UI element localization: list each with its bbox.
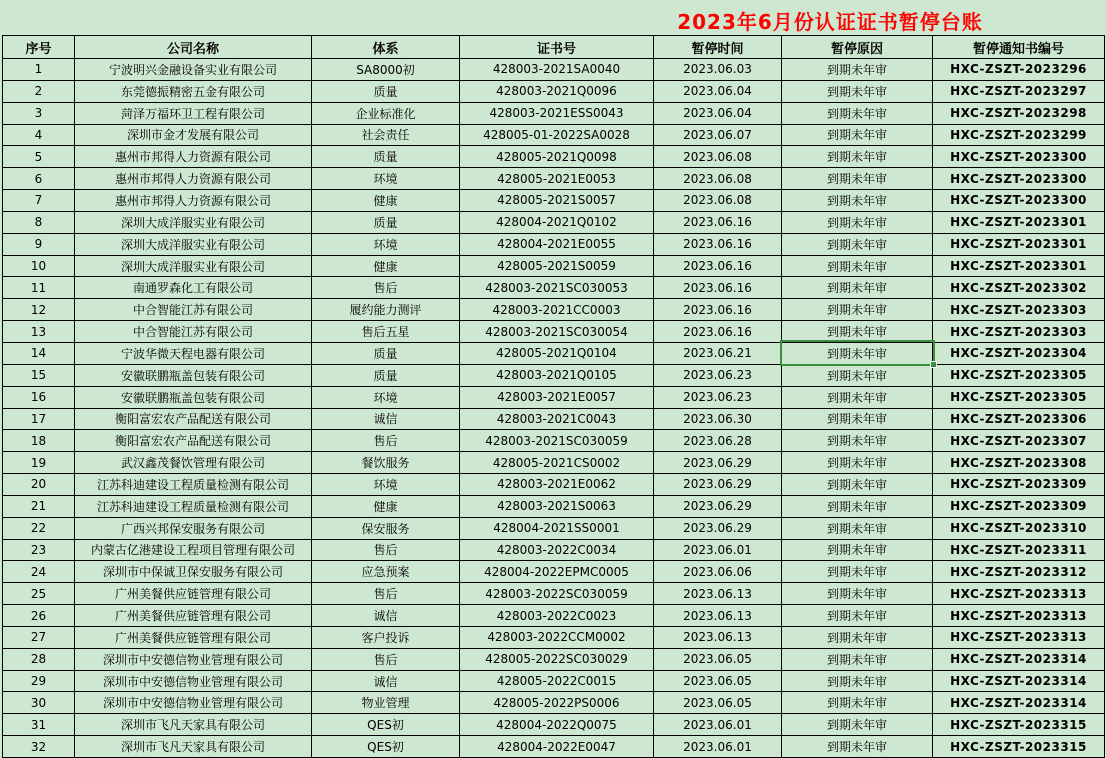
cell-seq[interactable]: 13	[3, 321, 75, 343]
cell-notice-no[interactable]: HXC-ZSZT-2023313	[933, 626, 1105, 648]
cell-notice-no[interactable]: HXC-ZSZT-2023315	[933, 736, 1105, 758]
cell-seq[interactable]: 29	[3, 670, 75, 692]
cell-notice-no[interactable]: HXC-ZSZT-2023308	[933, 452, 1105, 474]
cell-suspend-date[interactable]: 2023.06.30	[654, 408, 782, 430]
cell-notice-no[interactable]: HXC-ZSZT-2023301	[933, 255, 1105, 277]
cell-company-name[interactable]: 江苏科迪建设工程质量检测有限公司	[75, 474, 312, 496]
cell-system[interactable]: 售后	[312, 430, 460, 452]
table-row	[3, 386, 1105, 408]
cell-suspend-reason[interactable]: 到期未年审	[782, 605, 933, 627]
cell-notice-no[interactable]: HXC-ZSZT-2023297	[933, 80, 1105, 102]
cell-suspend-date[interactable]: 2023.06.13	[654, 605, 782, 627]
cell-seq[interactable]: 23	[3, 539, 75, 561]
cell-notice-no[interactable]: HXC-ZSZT-2023314	[933, 648, 1105, 670]
cell-suspend-reason[interactable]: 到期未年审	[782, 364, 933, 386]
cell-suspend-reason[interactable]: 到期未年审	[782, 255, 933, 277]
cell-notice-no[interactable]: HXC-ZSZT-2023300	[933, 168, 1105, 190]
table-row	[3, 277, 1105, 299]
cell-suspend-reason[interactable]: 到期未年审	[782, 277, 933, 299]
cell-company-name[interactable]: 广州美餐供应链管理有限公司	[75, 583, 312, 605]
cell-suspend-date[interactable]: 2023.06.03	[654, 59, 782, 81]
cell-suspend-reason[interactable]: 到期未年审	[782, 386, 933, 408]
cell-system[interactable]: 质量	[312, 80, 460, 102]
cell-notice-no[interactable]: HXC-ZSZT-2023311	[933, 539, 1105, 561]
cell-certificate-no[interactable]: 428005-2021E0053	[460, 168, 654, 190]
cell-seq[interactable]: 3	[3, 102, 75, 124]
cell-system[interactable]: 健康	[312, 255, 460, 277]
table-row	[3, 102, 1105, 124]
table-row	[3, 190, 1105, 212]
cell-suspend-reason[interactable]: 到期未年审	[782, 102, 933, 124]
table-row	[3, 124, 1105, 146]
cell-suspend-reason[interactable]: 到期未年审	[782, 211, 933, 233]
table-row	[3, 321, 1105, 343]
cell-system[interactable]: 售后	[312, 539, 460, 561]
cell-system[interactable]: 社会责任	[312, 124, 460, 146]
column-header[interactable]: 暂停原因	[782, 36, 933, 59]
cell-suspend-reason[interactable]: 到期未年审	[782, 342, 933, 364]
cell-company-name[interactable]: 衡阳富宏农产品配送有限公司	[75, 430, 312, 452]
cell-seq[interactable]: 17	[3, 408, 75, 430]
cell-suspend-date[interactable]: 2023.06.13	[654, 583, 782, 605]
cell-company-name[interactable]: 惠州市邦得人力资源有限公司	[75, 168, 312, 190]
cell-seq[interactable]: 19	[3, 452, 75, 474]
cell-suspend-date[interactable]: 2023.06.28	[654, 430, 782, 452]
cell-seq[interactable]: 15	[3, 364, 75, 386]
cell-company-name[interactable]: 东莞德振精密五金有限公司	[75, 80, 312, 102]
cell-suspend-reason[interactable]: 到期未年审	[782, 692, 933, 714]
cell-company-name[interactable]: 深圳大成洋服实业有限公司	[75, 211, 312, 233]
cell-seq[interactable]: 28	[3, 648, 75, 670]
cell-seq[interactable]: 1	[3, 59, 75, 81]
cell-company-name[interactable]: 宁波明兴金融设备实业有限公司	[75, 59, 312, 81]
cell-notice-no[interactable]: HXC-ZSZT-2023312	[933, 561, 1105, 583]
cell-certificate-no[interactable]: 428005-2021Q0104	[460, 342, 654, 364]
cell-suspend-reason[interactable]: 到期未年审	[782, 190, 933, 212]
table-row	[3, 495, 1105, 517]
cell-certificate-no[interactable]: 428004-2021E0055	[460, 233, 654, 255]
cell-notice-no[interactable]: HXC-ZSZT-2023310	[933, 517, 1105, 539]
cell-suspend-reason[interactable]: 到期未年审	[782, 80, 933, 102]
cell-seq[interactable]: 32	[3, 736, 75, 758]
cell-system[interactable]: 诚信	[312, 605, 460, 627]
cell-system[interactable]: 履约能力测评	[312, 299, 460, 321]
cell-system[interactable]: 售后	[312, 583, 460, 605]
cell-certificate-no[interactable]: 428005-2022C0015	[460, 670, 654, 692]
cell-suspend-date[interactable]: 2023.06.16	[654, 233, 782, 255]
cell-suspend-date[interactable]: 2023.06.29	[654, 452, 782, 474]
cell-certificate-no[interactable]: 428003-2021Q0096	[460, 80, 654, 102]
cell-seq[interactable]: 7	[3, 190, 75, 212]
column-header[interactable]: 公司名称	[75, 36, 312, 59]
table-body	[3, 59, 1105, 758]
fill-handle[interactable]	[930, 361, 937, 368]
cell-system[interactable]: 健康	[312, 190, 460, 212]
cell-system[interactable]: 质量	[312, 146, 460, 168]
cell-seq[interactable]: 4	[3, 124, 75, 146]
cell-suspend-reason[interactable]: 到期未年审	[782, 539, 933, 561]
cell-certificate-no[interactable]: 428004-2022E0047	[460, 736, 654, 758]
cell-company-name[interactable]: 安徽联鹏瓶盖包装有限公司	[75, 364, 312, 386]
cell-system[interactable]: 客户投诉	[312, 626, 460, 648]
cell-suspend-date[interactable]: 2023.06.05	[654, 692, 782, 714]
cell-seq[interactable]: 2	[3, 80, 75, 102]
cell-suspend-date[interactable]: 2023.06.13	[654, 626, 782, 648]
cell-company-name[interactable]: 深圳市飞凡天家具有限公司	[75, 736, 312, 758]
cell-suspend-date[interactable]: 2023.06.01	[654, 714, 782, 736]
cell-seq[interactable]: 21	[3, 495, 75, 517]
cell-certificate-no[interactable]: 428003-2022C0034	[460, 539, 654, 561]
cell-suspend-reason[interactable]: 到期未年审	[782, 670, 933, 692]
cell-company-name[interactable]: 中合智能江苏有限公司	[75, 299, 312, 321]
cell-system[interactable]: 诚信	[312, 408, 460, 430]
cell-system[interactable]: 健康	[312, 495, 460, 517]
cell-suspend-date[interactable]: 2023.06.16	[654, 255, 782, 277]
table-row	[3, 583, 1105, 605]
cell-suspend-reason[interactable]: 到期未年审	[782, 648, 933, 670]
cell-system[interactable]: 售后	[312, 277, 460, 299]
cell-suspend-reason[interactable]: 到期未年审	[782, 561, 933, 583]
cell-seq[interactable]: 22	[3, 517, 75, 539]
cell-suspend-date[interactable]: 2023.06.05	[654, 648, 782, 670]
cell-suspend-reason[interactable]: 到期未年审	[782, 452, 933, 474]
cell-certificate-no[interactable]: 428003-2022SC030059	[460, 583, 654, 605]
cell-certificate-no[interactable]: 428005-2022PS0006	[460, 692, 654, 714]
cell-suspend-reason[interactable]: 到期未年审	[782, 299, 933, 321]
cell-suspend-reason[interactable]: 到期未年审	[782, 124, 933, 146]
cell-notice-no[interactable]: HXC-ZSZT-2023306	[933, 408, 1105, 430]
table-row	[3, 255, 1105, 277]
cell-notice-no[interactable]: HXC-ZSZT-2023305	[933, 386, 1105, 408]
cell-suspend-date[interactable]: 2023.06.04	[654, 102, 782, 124]
cell-company-name[interactable]: 广州美餐供应链管理有限公司	[75, 626, 312, 648]
cell-company-name[interactable]: 广西兴邦保安服务有限公司	[75, 517, 312, 539]
table-row	[3, 561, 1105, 583]
table-row	[3, 342, 1105, 364]
cell-suspend-reason[interactable]: 到期未年审	[782, 495, 933, 517]
cell-suspend-date[interactable]: 2023.06.07	[654, 124, 782, 146]
cell-company-name[interactable]: 深圳大成洋服实业有限公司	[75, 233, 312, 255]
cell-certificate-no[interactable]: 428003-2022C0023	[460, 605, 654, 627]
cell-seq[interactable]: 26	[3, 605, 75, 627]
cell-suspend-reason[interactable]: 到期未年审	[782, 736, 933, 758]
cell-system[interactable]: QES初	[312, 714, 460, 736]
cell-company-name[interactable]: 内蒙古亿港建设工程项目管理有限公司	[75, 539, 312, 561]
cell-notice-no[interactable]: HXC-ZSZT-2023301	[933, 233, 1105, 255]
cell-seq[interactable]: 11	[3, 277, 75, 299]
cell-suspend-reason[interactable]: 到期未年审	[782, 474, 933, 496]
table-row	[3, 299, 1105, 321]
column-header[interactable]: 体系	[312, 36, 460, 59]
cell-certificate-no[interactable]: 428003-2021E0057	[460, 386, 654, 408]
table-row	[3, 364, 1105, 386]
cell-certificate-no[interactable]: 428005-2021CS0002	[460, 452, 654, 474]
cell-notice-no[interactable]: HXC-ZSZT-2023303	[933, 299, 1105, 321]
table-row	[3, 517, 1105, 539]
cell-notice-no[interactable]: HXC-ZSZT-2023298	[933, 102, 1105, 124]
cell-system[interactable]: 质量	[312, 211, 460, 233]
cell-certificate-no[interactable]: 428003-2021S0063	[460, 495, 654, 517]
cell-seq[interactable]: 31	[3, 714, 75, 736]
cell-suspend-reason[interactable]: 到期未年审	[782, 59, 933, 81]
cell-suspend-date[interactable]: 2023.06.29	[654, 517, 782, 539]
cell-certificate-no[interactable]: 428003-2021CC0003	[460, 299, 654, 321]
cell-system[interactable]: 售后五星	[312, 321, 460, 343]
cell-notice-no[interactable]: HXC-ZSZT-2023305	[933, 364, 1105, 386]
cell-seq[interactable]: 25	[3, 583, 75, 605]
table-row	[3, 670, 1105, 692]
cell-suspend-reason[interactable]: 到期未年审	[782, 714, 933, 736]
cell-system[interactable]: 环境	[312, 233, 460, 255]
cell-seq[interactable]: 18	[3, 430, 75, 452]
cell-notice-no[interactable]: HXC-ZSZT-2023303	[933, 321, 1105, 343]
column-header[interactable]: 序号	[3, 36, 75, 59]
column-header[interactable]: 暂停时间	[654, 36, 782, 59]
cell-certificate-no[interactable]: 428005-2021S0059	[460, 255, 654, 277]
cell-seq[interactable]: 24	[3, 561, 75, 583]
cell-certificate-no[interactable]: 428003-2021SC030054	[460, 321, 654, 343]
cell-seq[interactable]: 8	[3, 211, 75, 233]
cell-suspend-reason[interactable]: 到期未年审	[782, 430, 933, 452]
cell-company-name[interactable]: 深圳市金才发展有限公司	[75, 124, 312, 146]
cell-company-name[interactable]: 南通罗森化工有限公司	[75, 277, 312, 299]
cell-company-name[interactable]: 惠州市邦得人力资源有限公司	[75, 146, 312, 168]
cell-notice-no[interactable]: HXC-ZSZT-2023309	[933, 474, 1105, 496]
table-row	[3, 539, 1105, 561]
cell-notice-no[interactable]: HXC-ZSZT-2023301	[933, 211, 1105, 233]
cell-notice-no[interactable]: HXC-ZSZT-2023299	[933, 124, 1105, 146]
header-row	[3, 36, 1105, 59]
table-row	[3, 211, 1105, 233]
cell-notice-no[interactable]: HXC-ZSZT-2023302	[933, 277, 1105, 299]
cell-company-name[interactable]: 深圳大成洋服实业有限公司	[75, 255, 312, 277]
cell-system[interactable]: 诚信	[312, 670, 460, 692]
cell-notice-no[interactable]: HXC-ZSZT-2023313	[933, 605, 1105, 627]
cell-seq[interactable]: 16	[3, 386, 75, 408]
cell-certificate-no[interactable]: 428003-2021SA0040	[460, 59, 654, 81]
cell-suspend-date[interactable]: 2023.06.23	[654, 386, 782, 408]
cell-suspend-date[interactable]: 2023.06.01	[654, 736, 782, 758]
cell-system[interactable]: QES初	[312, 736, 460, 758]
cell-company-name[interactable]: 深圳市中安德信物业管理有限公司	[75, 670, 312, 692]
cell-seq[interactable]: 6	[3, 168, 75, 190]
cell-system[interactable]: 环境	[312, 474, 460, 496]
cell-notice-no[interactable]: HXC-ZSZT-2023314	[933, 692, 1105, 714]
cell-certificate-no[interactable]: 428004-2022EPMC0005	[460, 561, 654, 583]
cell-company-name[interactable]: 深圳市飞凡天家具有限公司	[75, 714, 312, 736]
cell-seq[interactable]: 27	[3, 626, 75, 648]
table-row	[3, 714, 1105, 736]
cell-suspend-reason[interactable]: 到期未年审	[782, 517, 933, 539]
cell-suspend-reason[interactable]: 到期未年审	[782, 583, 933, 605]
cell-system[interactable]: 应急预案	[312, 561, 460, 583]
cell-company-name[interactable]: 广州美餐供应链管理有限公司	[75, 605, 312, 627]
cell-certificate-no[interactable]: 428005-01-2022SA0028	[460, 124, 654, 146]
cell-certificate-no[interactable]: 428003-2021SC030053	[460, 277, 654, 299]
cell-system[interactable]: 售后	[312, 648, 460, 670]
cell-seq[interactable]: 10	[3, 255, 75, 277]
cell-company-name[interactable]: 深圳市中安德信物业管理有限公司	[75, 648, 312, 670]
table-row	[3, 233, 1105, 255]
cell-suspend-date[interactable]: 2023.06.06	[654, 561, 782, 583]
cell-seq[interactable]: 5	[3, 146, 75, 168]
table-row	[3, 736, 1105, 758]
table-row	[3, 452, 1105, 474]
table-row	[3, 626, 1105, 648]
cell-certificate-no[interactable]: 428003-2021E0062	[460, 474, 654, 496]
cell-company-name[interactable]: 菏泽万福环卫工程有限公司	[75, 102, 312, 124]
cell-suspend-date[interactable]: 2023.06.08	[654, 168, 782, 190]
cell-notice-no[interactable]: HXC-ZSZT-2023313	[933, 583, 1105, 605]
table-row	[3, 146, 1105, 168]
cell-seq[interactable]: 9	[3, 233, 75, 255]
cell-system[interactable]: 质量	[312, 342, 460, 364]
cell-notice-no[interactable]: HXC-ZSZT-2023315	[933, 714, 1105, 736]
cell-suspend-date[interactable]: 2023.06.16	[654, 321, 782, 343]
cell-system[interactable]: 物业管理	[312, 692, 460, 714]
cell-company-name[interactable]: 深圳市中保诚卫保安服务有限公司	[75, 561, 312, 583]
table-row	[3, 168, 1105, 190]
table-row	[3, 648, 1105, 670]
cell-suspend-date[interactable]: 2023.06.16	[654, 211, 782, 233]
cell-company-name[interactable]: 惠州市邦得人力资源有限公司	[75, 190, 312, 212]
cell-suspend-date[interactable]: 2023.06.29	[654, 474, 782, 496]
cell-suspend-date[interactable]: 2023.06.21	[654, 342, 782, 364]
cell-suspend-date[interactable]: 2023.06.08	[654, 190, 782, 212]
cell-suspend-reason[interactable]: 到期未年审	[782, 408, 933, 430]
cell-seq[interactable]: 20	[3, 474, 75, 496]
table-row	[3, 474, 1105, 496]
cell-notice-no[interactable]: HXC-ZSZT-2023300	[933, 190, 1105, 212]
cell-certificate-no[interactable]: 428003-2021SC030059	[460, 430, 654, 452]
cell-suspend-reason[interactable]: 到期未年审	[782, 146, 933, 168]
cell-company-name[interactable]: 中合智能江苏有限公司	[75, 321, 312, 343]
cell-certificate-no[interactable]: 428004-2021SS0001	[460, 517, 654, 539]
cell-certificate-no[interactable]: 428003-2021C0043	[460, 408, 654, 430]
cell-suspend-date[interactable]: 2023.06.16	[654, 277, 782, 299]
cell-suspend-reason[interactable]: 到期未年审	[782, 626, 933, 648]
cell-notice-no[interactable]: HXC-ZSZT-2023300	[933, 146, 1105, 168]
cell-system[interactable]: 保安服务	[312, 517, 460, 539]
cell-seq[interactable]: 12	[3, 299, 75, 321]
cell-suspend-date[interactable]: 2023.06.05	[654, 670, 782, 692]
cell-suspend-date[interactable]: 2023.06.29	[654, 495, 782, 517]
sheet-title: 2023年6月份认证证书暂停台账	[677, 10, 983, 34]
cell-company-name[interactable]: 衡阳富宏农产品配送有限公司	[75, 408, 312, 430]
cell-system[interactable]: 餐饮服务	[312, 452, 460, 474]
cell-certificate-no[interactable]: 428005-2022SC030029	[460, 648, 654, 670]
cell-notice-no[interactable]: HXC-ZSZT-2023314	[933, 670, 1105, 692]
table-row	[3, 605, 1105, 627]
cell-company-name[interactable]: 深圳市中安德信物业管理有限公司	[75, 692, 312, 714]
cell-suspend-reason[interactable]: 到期未年审	[782, 233, 933, 255]
cell-suspend-date[interactable]: 2023.06.16	[654, 299, 782, 321]
table-row	[3, 430, 1105, 452]
cell-company-name[interactable]: 武汉鑫茂餐饮管理有限公司	[75, 452, 312, 474]
cell-system[interactable]: 企业标准化	[312, 102, 460, 124]
cell-certificate-no[interactable]: 428003-2022CCM0002	[460, 626, 654, 648]
cell-company-name[interactable]: 宁波华微天程电器有限公司	[75, 342, 312, 364]
cell-company-name[interactable]: 江苏科迪建设工程质量检测有限公司	[75, 495, 312, 517]
cell-suspend-date[interactable]: 2023.06.04	[654, 80, 782, 102]
cell-suspend-date[interactable]: 2023.06.08	[654, 146, 782, 168]
cell-system[interactable]: 环境	[312, 168, 460, 190]
column-header[interactable]: 暂停通知书编号	[933, 36, 1105, 59]
table-row	[3, 80, 1105, 102]
cell-seq[interactable]: 30	[3, 692, 75, 714]
cell-certificate-no[interactable]: 428003-2021ESS0043	[460, 102, 654, 124]
cell-system[interactable]: 质量	[312, 364, 460, 386]
cell-certificate-no[interactable]: 428004-2021Q0102	[460, 211, 654, 233]
cell-seq[interactable]: 14	[3, 342, 75, 364]
cell-certificate-no[interactable]: 428003-2021Q0105	[460, 364, 654, 386]
cell-notice-no[interactable]: HXC-ZSZT-2023304	[933, 342, 1105, 364]
cell-suspend-reason[interactable]: 到期未年审	[782, 321, 933, 343]
column-header[interactable]: 证书号	[460, 36, 654, 59]
cell-notice-no[interactable]: HXC-ZSZT-2023307	[933, 430, 1105, 452]
cell-certificate-no[interactable]: 428005-2021S0057	[460, 190, 654, 212]
cell-system[interactable]: 环境	[312, 386, 460, 408]
cell-certificate-no[interactable]: 428005-2021Q0098	[460, 146, 654, 168]
table-row	[3, 59, 1105, 81]
cell-system[interactable]: SA8000初	[312, 59, 460, 81]
table-row	[3, 692, 1105, 714]
cell-notice-no[interactable]: HXC-ZSZT-2023309	[933, 495, 1105, 517]
cell-notice-no[interactable]: HXC-ZSZT-2023296	[933, 59, 1105, 81]
cell-suspend-reason[interactable]: 到期未年审	[782, 168, 933, 190]
cell-suspend-date[interactable]: 2023.06.01	[654, 539, 782, 561]
ledger-table	[2, 35, 1105, 758]
cell-certificate-no[interactable]: 428004-2022Q0075	[460, 714, 654, 736]
table-row	[3, 408, 1105, 430]
cell-company-name[interactable]: 安徽联鹏瓶盖包装有限公司	[75, 386, 312, 408]
cell-suspend-date[interactable]: 2023.06.23	[654, 364, 782, 386]
